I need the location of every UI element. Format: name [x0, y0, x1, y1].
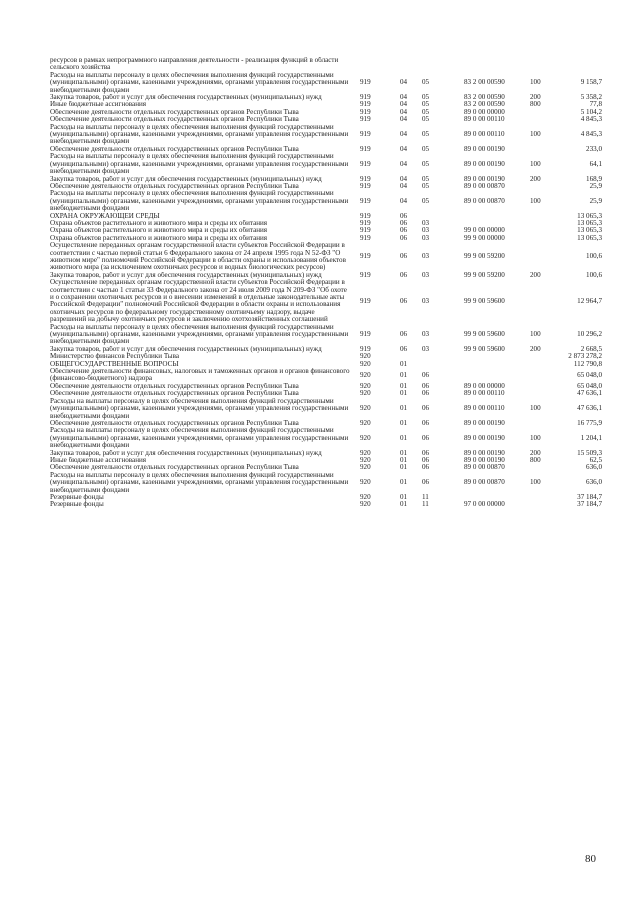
table-row [50, 109, 602, 116]
row-pr-code: 11 [422, 493, 429, 501]
row-pr-code: 06 [422, 404, 430, 413]
row-vr-code: 100 [530, 196, 541, 205]
row-vr-code: 100 [530, 159, 541, 168]
table-row [50, 279, 602, 323]
row-name: Закупка товаров, работ и услуг для обеспечения государственных (муниципальных) нужд [50, 175, 322, 183]
table-row [50, 353, 602, 360]
row-vr-code: 800 [530, 101, 541, 109]
row-name: Расходы на выплаты персоналу в целях обеспечения выполнения функций государственными (муниципальными) органами, казенными учреждениями, органами управления государственными внебюджетными фондами [50, 153, 349, 176]
row-csr-code: 83 2 00 00590 [464, 78, 505, 87]
row-rz-code: 06 [400, 345, 408, 353]
row-name: Расходы на выплаты персоналу в целях обеспечения выполнения функций государственными (муниципальными) органами, казенными учреждениями, органами управления государственными внебюджетными фондами [50, 397, 349, 420]
row-rz-code: 01 [400, 433, 408, 442]
row-amount [564, 57, 602, 72]
row-vr-code: 200 [530, 271, 541, 279]
row-pr-code: 11 [422, 501, 429, 509]
row-csr-code: 99 0 00 00000 [464, 227, 505, 235]
row-csr-code: 89 0 00 00000 [464, 108, 505, 116]
row-pr-code: 03 [422, 271, 430, 279]
row-amount: 62,5 [589, 456, 602, 464]
row-pr-code: 05 [422, 196, 430, 205]
table-row [50, 464, 602, 471]
row-csr-code: 89 0 00 00190 [464, 175, 505, 183]
row-pr-code: 06 [422, 382, 430, 390]
row-gr-code: 920 [360, 404, 371, 413]
row-name: Резервные фонды [50, 501, 104, 509]
row-amount: 9 158,7 [580, 78, 602, 87]
row-amount: 1 204,1 [580, 433, 602, 442]
row-csr-code: 99 9 00 59200 [464, 252, 505, 261]
row-pr-code: 05 [422, 78, 430, 87]
row-name: Иные бюджетные ассигнования [50, 456, 147, 464]
row-vr-code [530, 494, 564, 501]
row-pr-code [422, 57, 464, 72]
row-csr-code [464, 353, 530, 360]
row-rz-code: 06 [400, 271, 408, 279]
table-row [50, 235, 602, 242]
row-gr-code: 919 [360, 219, 371, 227]
row-vr-code: 100 [530, 404, 541, 413]
row-rz-code: 06 [400, 252, 408, 261]
row-name: Охрана объектов растительного и животного мира и среды их обитания [50, 227, 268, 235]
row-amount: 100,6 [586, 271, 602, 279]
row-pr-code: 05 [422, 159, 430, 168]
row-vr-code [530, 420, 564, 427]
row-vr-code [530, 183, 564, 190]
row-rz-code: 06 [400, 219, 408, 227]
row-vr-code [530, 464, 564, 471]
row-vr-code [530, 383, 564, 390]
row-rz-code: 04 [400, 116, 408, 124]
row-csr-code [464, 361, 530, 368]
row-csr-code: 83 2 00 00590 [464, 101, 505, 109]
row-csr-code [464, 494, 530, 501]
row-name: Охрана объектов растительного и животного мира и среды их обитания [50, 219, 268, 227]
row-gr-code: 919 [360, 78, 371, 87]
row-vr-code: 200 [530, 175, 541, 183]
row-name: Закупка товаров, работ и услуг для обеспечения государственных (муниципальных) нужд [50, 271, 322, 279]
row-rz-code: 01 [400, 456, 408, 464]
row-rz-code: 04 [400, 196, 408, 205]
row-rz-code: 04 [400, 182, 408, 190]
row-rz-code [400, 57, 422, 72]
row-csr-code: 89 0 00 00190 [464, 419, 505, 427]
row-rz-code: 06 [400, 234, 408, 242]
row-name: Обеспечение деятельности отдельных государственных органов Республики Тыва [50, 145, 299, 153]
row-gr-code: 919 [360, 212, 371, 220]
row-vr-code [530, 353, 564, 360]
row-rz-code: 01 [400, 419, 408, 427]
table-row [50, 220, 602, 227]
row-amount: 112 790,8 [573, 360, 602, 368]
row-name: Обеспечение деятельности отдельных государственных органов Республики Тыва [50, 390, 299, 398]
row-gr-code: 920 [360, 433, 371, 442]
row-vr-code [530, 501, 564, 508]
row-name: Обеспечение деятельности отдельных государственных органов Республики Тыва [50, 116, 299, 124]
row-pr-code: 03 [422, 252, 430, 261]
row-name: Обеспечение деятельности отдельных государственных органов Республики Тыва [50, 464, 299, 472]
row-name: Обеспечение деятельности отдельных государственных органов Республики Тыва [50, 419, 299, 427]
row-rz-code: 04 [400, 78, 408, 87]
row-gr-code: 920 [360, 464, 371, 472]
row-gr-code: 919 [360, 101, 371, 109]
row-gr-code: 919 [360, 234, 371, 242]
row-amount: 2 873 278,2 [568, 353, 602, 361]
row-name: Закупка товаров, работ и услуг для обеспечения государственных (муниципальных) нужд [50, 94, 322, 102]
budget-document [50, 57, 602, 509]
row-gr-code: 919 [360, 175, 371, 183]
row-amount: 5 358,2 [580, 94, 602, 102]
row-pr-code: 05 [422, 145, 430, 153]
row-pr-code: 06 [422, 449, 430, 457]
row-amount: 25,9 [589, 182, 602, 190]
row-csr-code: 97 0 00 00000 [464, 501, 505, 509]
row-amount: 13 065,3 [577, 234, 602, 242]
row-rz-code: 04 [400, 159, 408, 168]
row-pr-code: 06 [422, 433, 430, 442]
row-name: Расходы на выплаты персоналу в целях обеспечения выполнения функций государственными (муниципальными) органами, казенными учреждениями, органами управления государственными внебюджетными фондами [50, 190, 349, 213]
table-row [50, 383, 602, 390]
row-vr-code: 800 [530, 456, 541, 464]
row-gr-code: 919 [360, 196, 371, 205]
row-gr-code: 919 [360, 345, 371, 353]
row-gr-code: 919 [360, 330, 371, 339]
row-name: Закупка товаров, работ и услуг для обеспечения государственных (муниципальных) нужд [50, 449, 322, 457]
row-vr-code: 100 [530, 330, 541, 339]
row-rz-code: 04 [400, 130, 408, 139]
row-rz-code: 06 [400, 330, 408, 339]
row-pr-code [422, 361, 464, 368]
row-amount: 65 048,0 [577, 382, 602, 390]
table-row [50, 116, 602, 123]
row-gr-code: 920 [360, 390, 371, 398]
row-vr-code: 100 [530, 130, 541, 139]
row-gr-code: 920 [360, 478, 371, 487]
row-name: Расходы на выплаты персоналу в целях обеспечения выполнения функций государственными (муниципальными) органами, казенными учреждениями, органами управления государственными внебюджетными фондами [50, 123, 349, 146]
row-amount: 12 964,7 [577, 296, 602, 305]
row-pr-code: 05 [422, 175, 430, 183]
row-csr-code: 99 9 00 59600 [464, 345, 505, 353]
row-pr-code [422, 353, 464, 360]
row-pr-code: 03 [422, 234, 430, 242]
row-vr-code: 200 [530, 449, 541, 457]
row-csr-code: 89 0 00 00110 [464, 390, 505, 398]
table-row [50, 361, 602, 368]
table-row [50, 368, 602, 383]
row-amount: 636,0 [586, 464, 602, 472]
row-amount: 37 184,7 [577, 493, 602, 501]
row-rz-code: 01 [400, 390, 408, 398]
row-rz-code: 01 [400, 360, 408, 368]
table-row [50, 450, 602, 457]
row-amount: 233,0 [586, 145, 602, 153]
row-name: ОБЩЕГОСУДАРСТВЕННЫЕ ВОПРОСЫ [50, 360, 179, 368]
row-gr-code: 919 [360, 159, 371, 168]
table-row [50, 501, 602, 508]
row-csr-code: 83 2 00 00590 [464, 94, 505, 102]
row-amount: 2 668,5 [580, 345, 602, 353]
row-name: Обеспечение деятельности отдельных государственных органов Республики Тыва [50, 182, 299, 190]
row-rz-code: 04 [400, 94, 408, 102]
row-rz-code: 01 [400, 449, 408, 457]
row-pr-code: 06 [422, 390, 430, 398]
table-row [50, 346, 602, 353]
row-gr-code: 919 [360, 227, 371, 235]
row-csr-code: 89 0 00 00110 [464, 116, 505, 124]
row-gr-code: 919 [360, 271, 371, 279]
row-amount: 47 636,1 [577, 404, 602, 413]
row-vr-code [530, 57, 564, 72]
row-amount: 4 845,3 [580, 130, 602, 139]
row-vr-code [530, 361, 564, 368]
row-amount: 636,0 [586, 478, 602, 487]
table-row [50, 153, 602, 175]
row-csr-code: 89 0 00 00870 [464, 464, 505, 472]
row-gr-code: 919 [360, 130, 371, 139]
table-row [50, 472, 602, 494]
table-row [50, 124, 602, 146]
row-csr-code: 89 0 00 00190 [464, 433, 505, 442]
row-rz-code: 06 [400, 212, 408, 220]
table-row [50, 213, 602, 220]
row-csr-code: 89 0 00 00190 [464, 456, 505, 464]
row-gr-code: 920 [360, 360, 371, 368]
row-vr-code [530, 390, 564, 397]
table-row [50, 390, 602, 397]
row-amount: 168,9 [586, 175, 602, 183]
row-pr-code: 03 [422, 345, 430, 353]
row-rz-code: 04 [400, 108, 408, 116]
row-gr-code: 920 [360, 493, 371, 501]
row-pr-code: 03 [422, 219, 430, 227]
row-amount: 64,1 [589, 159, 602, 168]
table-row [50, 101, 602, 108]
row-vr-code: 100 [530, 433, 541, 442]
row-name: Расходы на выплаты персоналу в целях обеспечения выполнения функций государственными (муниципальными) органами, казенными учреждениями, органами управления государственными внебюджетными фондами [50, 471, 349, 494]
row-pr-code [422, 213, 464, 220]
row-gr-code: 919 [360, 94, 371, 102]
row-pr-code: 03 [422, 227, 430, 235]
row-name: Расходы на выплаты персоналу в целях обеспечения выполнения функций государственными (муниципальными) органами, казенными учреждениями, органами управления государственными внебюджетными фондами [50, 427, 349, 450]
row-name: Расходы на выплаты персоналу в целях обеспечения выполнения функций государственными (муниципальными) органами, казенными учреждениями, органами управления государственными внебюджетными фондами [50, 323, 349, 346]
table-row [50, 227, 602, 234]
row-csr-code [464, 368, 530, 383]
row-rz-code: 06 [400, 227, 408, 235]
row-amount: 37 184,7 [577, 501, 602, 509]
row-pr-code: 06 [422, 456, 430, 464]
table-row [50, 94, 602, 101]
row-pr-code: 03 [422, 330, 430, 339]
row-vr-code [530, 213, 564, 220]
row-vr-code: 100 [530, 78, 541, 87]
row-csr-code [464, 57, 530, 72]
budget-table-body [50, 57, 602, 509]
row-amount: 65 048,0 [577, 370, 602, 379]
table-row [50, 272, 602, 279]
row-amount: 4 845,3 [580, 116, 602, 124]
row-name: Обеспечение деятельности отдельных государственных органов Республики Тыва [50, 382, 299, 390]
row-csr-code: 89 0 00 00870 [464, 196, 505, 205]
page-number: 80 [585, 853, 596, 865]
row-csr-code: 89 0 00 00870 [464, 182, 505, 190]
row-gr-code: 919 [360, 145, 371, 153]
row-vr-code: 200 [530, 345, 541, 353]
row-amount: 13 065,3 [577, 219, 602, 227]
row-gr-code: 919 [360, 116, 371, 124]
row-csr-code: 89 0 00 00000 [464, 382, 505, 390]
row-csr-code: 89 0 00 00110 [464, 404, 505, 413]
row-csr-code: 99 9 00 00000 [464, 234, 505, 242]
row-csr-code [464, 213, 530, 220]
row-name: ресурсов в рамках непрограммного направления деятельности - реализация функций в области сельского хозяйства [50, 57, 339, 72]
row-amount: 13 065,3 [577, 212, 602, 220]
row-csr-code [464, 220, 530, 227]
row-gr-code: 919 [360, 252, 371, 261]
row-csr-code: 99 9 00 59200 [464, 271, 505, 279]
row-vr-code [530, 109, 564, 116]
row-gr-code: 920 [360, 370, 371, 379]
row-pr-code: 06 [422, 419, 430, 427]
row-rz-code [400, 353, 422, 360]
row-pr-code: 05 [422, 94, 430, 102]
row-amount: 77,8 [589, 101, 602, 109]
table-row [50, 146, 602, 153]
row-pr-code: 05 [422, 101, 430, 109]
row-rz-code: 01 [400, 493, 408, 501]
table-row [50, 324, 602, 346]
table-row [50, 176, 602, 183]
row-amount: 13 065,3 [577, 227, 602, 235]
row-vr-code [530, 116, 564, 123]
row-rz-code: 01 [400, 370, 408, 379]
row-name: Охрана объектов растительного и животного мира и среды их обитания [50, 234, 268, 242]
row-csr-code: 89 0 00 00110 [464, 130, 505, 139]
row-gr-code: 920 [360, 419, 371, 427]
table-row [50, 72, 602, 94]
row-pr-code: 06 [422, 478, 430, 487]
row-rz-code: 04 [400, 145, 408, 153]
row-gr-code: 920 [360, 353, 371, 361]
row-name: Осуществление переданных органам государственной власти субъектов Российской Федерации в соответствии с частью 1 статьи 33 Федерального закона от 24 июля 2009 года N 209-ФЗ "Об охоте и о сохранении охотничьих ресурсов и о внесении изменений в отдельные законодательные акты Российской Федерации" полномочий Российской Федерации в области охраны и использования охотничьих ресурсов по федеральному государственному охотничьему надзору, выдаче разрешений на добычу охотничьих ресурсов и заключению охотхозяйственных соглашений [50, 279, 347, 324]
row-rz-code: 06 [400, 296, 408, 305]
row-amount: 100,6 [586, 252, 602, 261]
row-rz-code: 01 [400, 464, 408, 472]
table-row [50, 57, 602, 72]
row-amount: 16 775,9 [577, 419, 602, 427]
row-csr-code: 99 9 00 59600 [464, 296, 505, 305]
row-pr-code: 05 [422, 130, 430, 139]
table-row [50, 494, 602, 501]
row-amount: 5 104,2 [580, 108, 602, 116]
row-pr-code: 03 [422, 296, 430, 305]
row-vr-code [530, 235, 564, 242]
row-pr-code: 05 [422, 182, 430, 190]
row-vr-code [530, 227, 564, 234]
row-vr-code [530, 146, 564, 153]
table-row [50, 420, 602, 427]
row-gr-code: 920 [360, 456, 371, 464]
row-pr-code: 05 [422, 108, 430, 116]
row-amount: 47 636,1 [577, 390, 602, 398]
row-gr-code: 920 [360, 382, 371, 390]
table-row [50, 398, 602, 420]
row-gr-code: 919 [360, 108, 371, 116]
row-vr-code [530, 368, 564, 383]
row-rz-code: 01 [400, 404, 408, 413]
row-name: Осуществление переданных органам государственной власти субъектов Российской Федерации в соответствии с частью первой статьи 6 Федерального закона от 24 апреля 1995 года N 52-ФЗ "О животном мире" полномочий Российской Федерации в области охраны и использования объектов животного мира (за исключением охотничьих ресурсов и водных биологических ресурсов) [50, 242, 346, 272]
row-csr-code: 89 0 00 00190 [464, 145, 505, 153]
row-name: Закупка товаров, работ и услуг для обеспечения государственных (муниципальных) нужд [50, 345, 322, 353]
table-row [50, 457, 602, 464]
row-gr-code: 919 [360, 296, 371, 305]
budget-table [50, 57, 602, 509]
row-name: Расходы на выплаты персоналу в целях обеспечения выполнения функций государственными (муниципальными) органами, казенными учреждениями, органами управления государственными внебюджетными фондами [50, 71, 349, 94]
row-gr-code: 919 [360, 182, 371, 190]
table-row [50, 427, 602, 449]
row-vr-code [530, 279, 564, 323]
row-name: Иные бюджетные ассигнования [50, 101, 147, 109]
row-pr-code: 05 [422, 116, 430, 124]
row-pr-code: 06 [422, 370, 430, 379]
row-vr-code [530, 242, 564, 272]
row-csr-code: 89 0 00 00190 [464, 159, 505, 168]
row-rz-code: 04 [400, 175, 408, 183]
row-pr-code: 06 [422, 464, 430, 472]
row-vr-code: 200 [530, 94, 541, 102]
row-vr-code [530, 220, 564, 227]
table-row [50, 183, 602, 190]
row-csr-code: 89 0 00 00870 [464, 478, 505, 487]
row-name: ОХРАНА ОКРУЖАЮЩЕЙ СРЕДЫ [50, 212, 160, 220]
row-amount: 15 509,3 [577, 449, 602, 457]
row-gr-code [354, 57, 400, 72]
row-gr-code: 920 [360, 501, 371, 509]
row-gr-code: 920 [360, 449, 371, 457]
row-amount: 10 296,2 [577, 330, 602, 339]
row-name: Резервные фонды [50, 493, 104, 501]
row-name: Обеспечение деятельности отдельных государственных органов Республики Тыва [50, 108, 299, 116]
row-rz-code: 01 [400, 501, 408, 509]
row-rz-code: 01 [400, 478, 408, 487]
table-row [50, 242, 602, 272]
row-amount: 25,9 [589, 196, 602, 205]
row-name: Обеспечение деятельности финансовых, налоговых и таможенных органов и органов финансового (финансово-бюджетного) надзора [50, 368, 350, 383]
row-rz-code: 01 [400, 382, 408, 390]
row-vr-code: 100 [530, 478, 541, 487]
row-rz-code: 04 [400, 101, 408, 109]
row-csr-code: 89 0 00 00190 [464, 449, 505, 457]
row-name: Министерство финансов Республики Тыва [50, 353, 179, 361]
table-row [50, 190, 602, 212]
row-csr-code: 99 9 00 59600 [464, 330, 505, 339]
